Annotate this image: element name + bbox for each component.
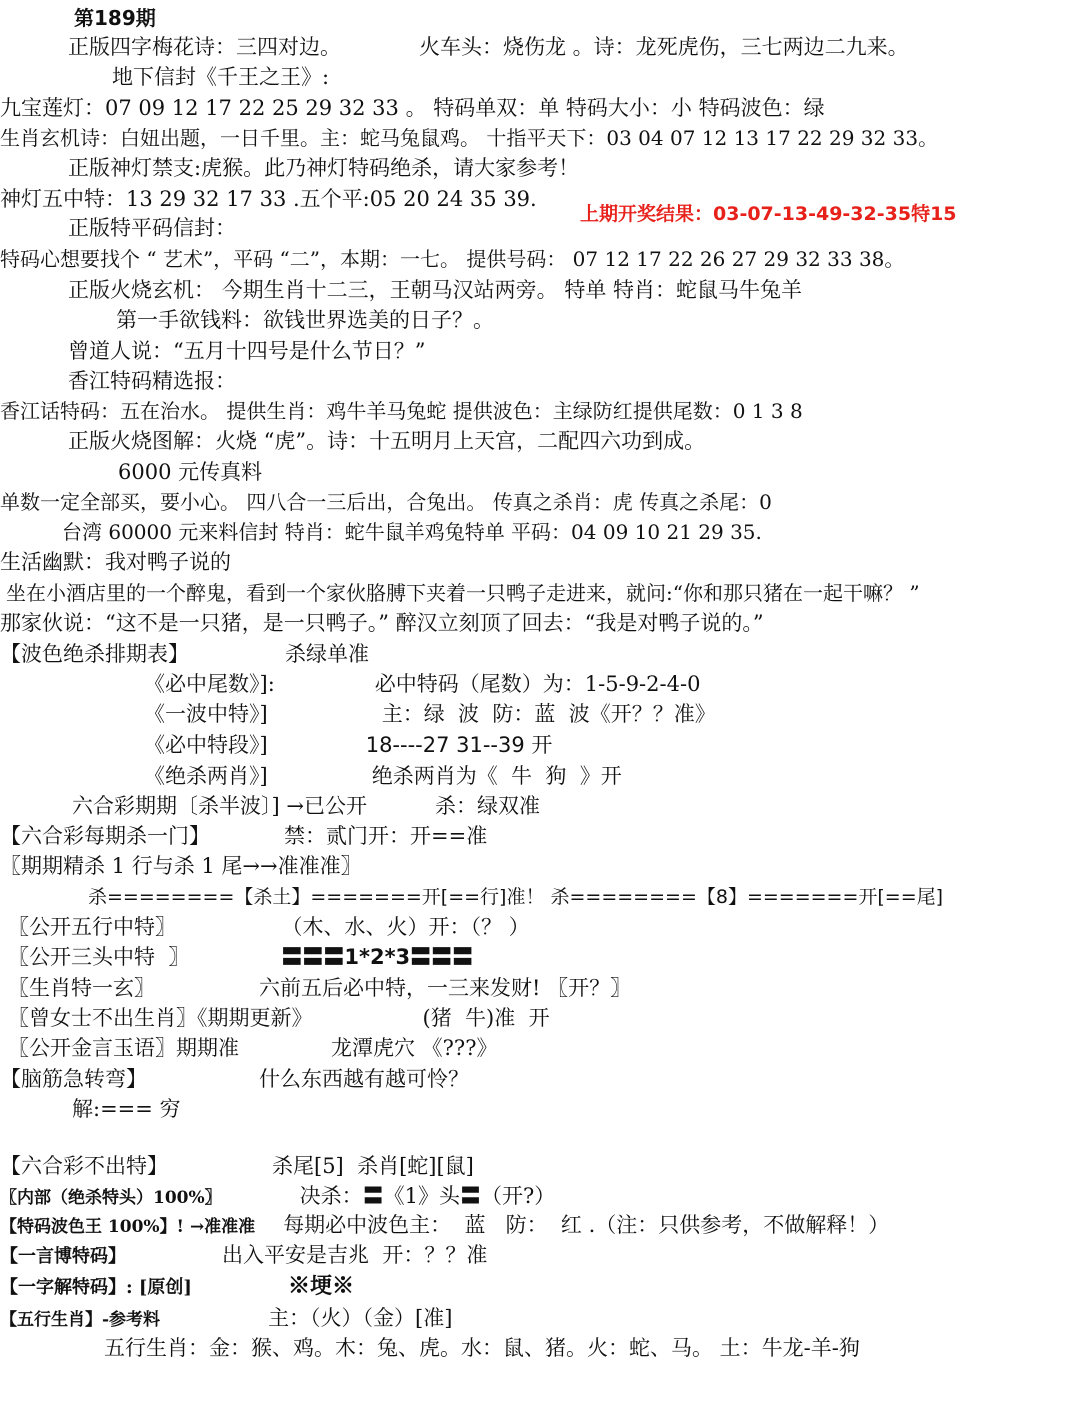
line-42: 五行生肖：金：猴、鸡。木：兔、虎。水：鼠、猪。火：蛇、马。 土：牛龙-羊-狗 [104,1336,860,1360]
line-9: 第一手欲钱料：欲钱世界选美的日子？。 [116,308,494,332]
line-27: 〖期期精杀 1 行与杀 1 尾→→准准准〗 [0,854,362,878]
line-26: 【六合彩每期杀一门】 禁：贰门开：开==准 [0,824,488,848]
line-22: 《一波中特》] 主：绿 波 防：蓝 波《开？？准》 [144,702,716,726]
line-23: 《必中特段》] 18----27 31--39 开 [144,733,553,757]
line-1: 地下信封《千王之王》: [112,65,330,89]
line-16: 台湾 60000 元来料信封 特肖：蛇牛鼠羊鸡兔特单 平码：04 09 10 21 29 35. [62,520,762,544]
line-8: 正版火烧玄机： 今期生肖十二三，王朝马汉站两旁。 特单 特肖：蛇鼠马牛兔羊 [68,278,803,302]
line-10: 曾道人说：“五月十四号是什么节日？” [68,339,426,363]
line-17: 生活幽默：我对鸭子说的 [0,550,231,574]
line-24: 《绝杀两肖》] 绝杀两肖为《 牛 狗 》开 [144,764,622,788]
line-25: 六合彩期期〔杀半波〕] →已公开 杀：绿双准 [72,794,540,818]
line-32: 〖曾女士不出生肖〗《期期更新》 (猪 牛)准 开 [8,1006,550,1030]
line-36: 【六合彩不出特】 杀尾[5] 杀肖[蛇][鼠] [0,1154,474,1178]
line-5: 神灯五中特：13 29 32 17 33 .五个平:05 20 24 35 39. [0,187,537,211]
line-15: 单数一定全部买，要小心。 四八合一三后出，合兔出。 传真之杀肖：虎 传真之杀尾：0 [0,490,772,514]
line-41: 【五行生肖】-参考料 主：（火）（金）[准] [0,1306,453,1330]
line-20: 【波色绝杀排期表】 杀绿单准 [0,642,369,666]
line-7: 特码心想要找个 “ 艺术”，平码 “二”，本期：一七。 提供号码： 07 12 17 22 26 27 29 32 33 38。 [0,247,905,271]
line-4: 正版神灯禁支:虎猴。此乃神灯特码绝杀，请大家参考！ [68,156,580,180]
line-33: 〖公开金言玉语〗期期准 龙潭虎穴 《???》 [8,1036,498,1060]
line-29: 〖公开五行中特〗 （木、水、火）开：（？ ） [8,915,530,939]
line-2: 九宝莲灯：07 09 12 17 22 25 29 32 33 。 特码单双：单 特码大小：小 特码波色：绿 [0,96,825,120]
line-13: 正版火烧图解：火烧 “虎”。诗：十五明月上天宫，二配四六功到成。 [68,429,706,453]
line-35: 解:=== 穷 [72,1097,181,1121]
line-12: 香江话特码：五在治水。 提供生肖：鸡牛羊马兔蛇 提供波色：主绿防红提供尾数：0 1 3 8 [0,399,803,423]
line-39: 【一言博特码】 出入平安是吉兆 开：？？准 [0,1243,488,1267]
line-3: 生肖玄机诗：白妞出题，一日千里。主：蛇马兔鼠鸡。 十指平天下：03 04 07 12 13 17 22 29 32 33。 [0,126,939,150]
line-19: 那家伙说：“这不是一只猪，是一只鸭子。” 醉汉立刻顶了回去：“我是对鸭子说的。” [0,611,764,635]
line-14: 6000 元传真料 [118,460,263,484]
line-31: 〖生肖特一玄〗 六前五后必中特，一三来发财! 〖开？〗 [8,976,632,1000]
issue-title: 第189期 [74,6,156,30]
line-37: 〖内部（绝杀特头）100%〗 决杀：〓《1》头〓（开?） [0,1184,556,1208]
line-40: 【一字解特码】: [原创] ※埂※ [0,1273,354,1299]
line-6: 正版特平码信封： [68,216,236,240]
last-result: 上期开奖结果：03-07-13-49-32-35特15 [580,203,957,225]
line-0: 正版四字梅花诗：三四对边。 火车头：烧伤龙 。诗：龙死虎伤，三七两边二九来。 [68,35,909,59]
line-30: 〖公开三头中特 〗 〓〓〓1*2*3〓〓〓 [8,945,474,969]
line-34: 【脑筋急转弯】 什么东西越有越可怜？ [0,1067,469,1091]
line-28: 杀========【杀土】=======开[==行]准！ 杀========【8】=======开[==尾] [88,886,944,908]
line-38: 【特码波色王 100%】! →准准准 每期必中波色主： 蓝 防： 红 .（注：只供参考，不做解释！） [0,1213,890,1237]
line-18: 坐在小酒店里的一个醉鬼，看到一个家伙胳膊下夹着一只鸭子走进来，就问:“你和那只猪在一起干嘛？ ” [6,581,920,605]
line-11: 香江特码精选报： [68,369,236,393]
line-21: 《必中尾数》]: 必中特码（尾数）为：1-5-9-2-4-0 [144,672,701,696]
